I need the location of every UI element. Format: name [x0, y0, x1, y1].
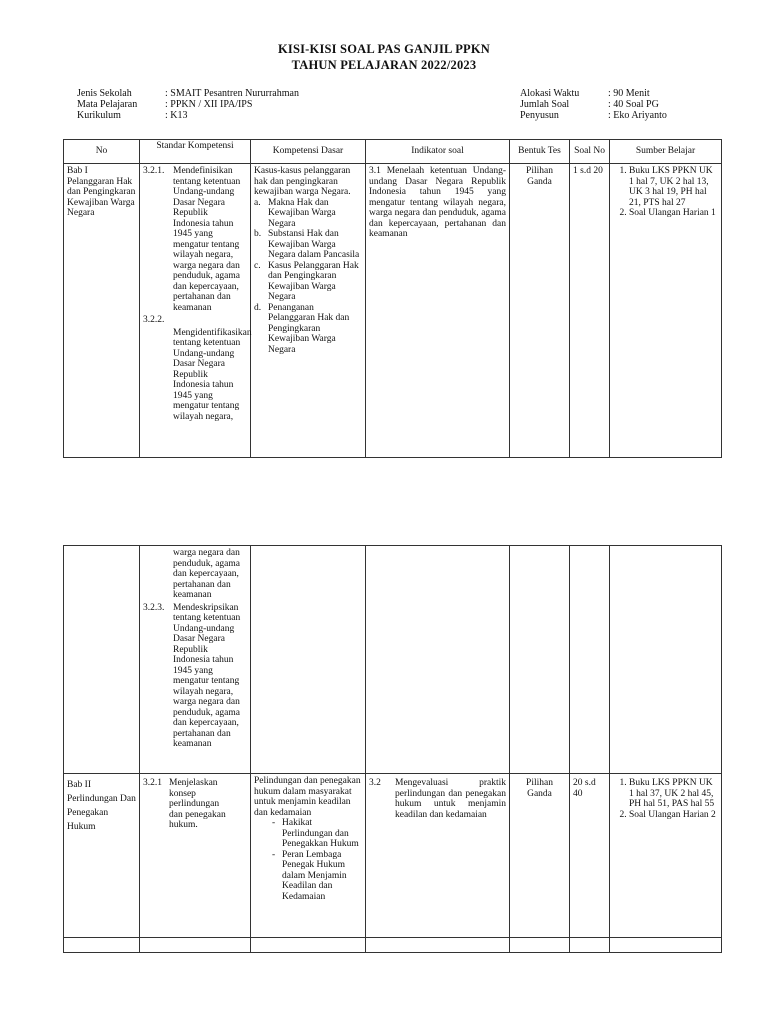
kd-item — [254, 303, 362, 356]
indikator-text: Mengevaluasi praktik perlindungan dan penegakan hukum untuk menjamin keadilan dan kedamaian — [395, 778, 506, 820]
meta-label: Alokasi Waktu — [520, 88, 580, 99]
sk-item-3-2-1 — [143, 778, 247, 831]
cell-empty — [251, 546, 366, 774]
cell-bab-1-bentuk-tes: Pilihan Ganda — [510, 164, 570, 458]
kd-item-text: Kasus Pelanggaran Hak dan Pengingkaran Kewajiban Warga Negara — [268, 260, 359, 302]
cell-empty — [251, 938, 366, 953]
cell-bab-2-sumber — [610, 774, 722, 938]
sk-number: 3.2.1 — [143, 778, 162, 788]
indikator-item — [369, 778, 506, 820]
sumber-item: 2. Soal Ulangan Harian 1 — [629, 208, 718, 219]
sumber-list — [613, 166, 718, 219]
cell-bab-2-sk — [140, 774, 251, 938]
kd-list — [254, 198, 362, 356]
header-standar-kompetensi: Standar Kompetensi — [140, 140, 251, 164]
kisi-kisi-table-page-1 — [63, 139, 722, 458]
meta-value: : SMAIT Pesantren Nururrahman — [165, 88, 299, 99]
meta-label: Mata Pelajaran — [77, 99, 138, 110]
meta-value: : 40 Soal PG — [608, 99, 659, 110]
meta-value: : Eko Ariyanto — [608, 110, 667, 121]
meta-right — [520, 88, 667, 121]
document-subtitle: TAHUN PELAJARAN 2022/2023 — [291, 58, 477, 72]
header-soal-no: Soal No — [570, 140, 610, 164]
cell-empty — [570, 938, 610, 953]
sk-text: Menjelaskan konsep perlindungan dan penegakan hukum. — [169, 778, 226, 830]
table-row-bab-1 — [64, 164, 722, 458]
kd-item: - Peran Lembaga Penegak Hukum dalam Menjamin Keadilan dan Kedamaian — [272, 850, 362, 903]
cell-empty — [510, 546, 570, 774]
cell-bab-1-no: Bab I Pelanggaran Hak dan Pengingkaran Kewajiban Warga Negara — [64, 164, 140, 458]
cell-bab-1-sk-continued — [140, 546, 251, 774]
cell-bab-1-indikator: 3.1 Menelaah ketentuan Undang-undang Dasar Negara Republik Indonesia tahun 1945 yang mengatur tentang wilayah negara, warga negara dan penduduk, agama dan kepercayaan, pertahanan dan keamanan — [366, 164, 510, 458]
meta-row-jenis-sekolah — [77, 88, 299, 99]
sk-number: 3.2.1. — [143, 166, 165, 176]
table-row-empty — [64, 938, 722, 953]
kd-item — [254, 229, 362, 261]
header-indikator-soal: Indikator soal — [366, 140, 510, 164]
cell-empty — [610, 546, 722, 774]
table-row-bab-2 — [64, 774, 722, 938]
cell-bab-2-no: Bab II Perlindungan Dan Penegakan Hukum — [64, 774, 140, 938]
meta-value: : K13 — [165, 110, 188, 121]
cell-empty — [366, 938, 510, 953]
kd-letter: b. — [254, 229, 262, 239]
meta-left — [77, 88, 299, 121]
meta-value: : 90 Menit — [608, 88, 650, 99]
kd-intro: Kasus-kasus pelanggaran hak dan pengingkaran kewajiban warga Negara. — [254, 166, 351, 197]
kisi-kisi-table-page-2 — [63, 545, 722, 953]
meta-value: : PPKN / XII IPA/IPS — [165, 99, 253, 110]
meta-row-jumlah-soal — [520, 99, 667, 110]
cell-bab-1-sumber — [610, 164, 722, 458]
table-row-bab-1-continued — [64, 546, 722, 774]
kd-letter: a. — [254, 197, 261, 208]
header-bentuk-tes: Bentuk Tes — [510, 140, 570, 164]
cell-empty — [610, 938, 722, 953]
meta-row-kurikulum — [77, 110, 299, 121]
meta-label: Jumlah Soal — [520, 99, 570, 110]
header-sumber-belajar: Sumber Belajar — [610, 140, 722, 164]
cell-bab-2-kd — [251, 774, 366, 938]
cell-empty — [64, 546, 140, 774]
cell-bab-2-soal-no: 20 s.d 40 — [570, 774, 610, 938]
sk-text: warga negara dan penduduk, agama dan kepercayaan, pertahanan dan keamanan — [173, 548, 241, 600]
kd-item-text: Penanganan Pelanggaran Hak dan Pengingkaran Kewajiban Warga Negara — [268, 302, 350, 355]
cell-empty — [140, 938, 251, 953]
header-no: No — [64, 140, 140, 164]
meta-row-alokasi-waktu — [520, 88, 667, 99]
sumber-item: 1. Buku LKS PPKN UK 1 hal 37, UK 2 hal 45, PH hal 51, PAS hal 55 — [629, 778, 718, 810]
header-kompetensi-dasar: Kompetensi Dasar — [251, 140, 366, 164]
cell-bab-1-sk — [140, 164, 251, 458]
meta-label: Jenis Sekolah — [77, 88, 132, 99]
kd-item-text: Makna Hak dan Kewajiban Warga Negara — [268, 197, 336, 229]
kd-letter: d. — [254, 302, 262, 313]
sk-number: 3.2.3. — [143, 602, 165, 613]
kd-item — [254, 198, 362, 230]
cell-empty — [570, 546, 610, 774]
meta-row-mata-pelajaran — [77, 99, 299, 110]
document-title: KISI-KISI SOAL PAS GANJIL PPKN — [277, 42, 491, 56]
cell-bab-2-bentuk-tes: Pilihan Ganda — [510, 774, 570, 938]
meta-label: Kurikulum — [77, 110, 121, 121]
sumber-item: 1. Buku LKS PPKN UK 1 hal 7, UK 2 hal 13, UK 3 hal 19, PH hal 21, PTS hal 27 — [629, 166, 718, 208]
sk-text: Mengidentifikasikan tentang ketentuan Undang-undang Dasar Negara Republik Indonesia tahun 1945 yang mengatur tentang wilayah negara, — [173, 327, 252, 422]
kd-letter: c. — [254, 260, 261, 271]
cell-empty — [510, 938, 570, 953]
kd-item — [254, 261, 362, 303]
meta-label: Penyusun — [520, 110, 559, 121]
sumber-item: 2. Soal Ulangan Harian 2 — [629, 810, 718, 821]
sk-item-3-2-1 — [143, 166, 247, 313]
sk-text: Mendeskripsikan tentang ketentuan Undang-undang Dasar Negara Republik Indonesia tahun 1945 yang mengatur tentang wilayah negara, warga negara dan penduduk, agama dan kepercayaan, pertahanan dan keamanan — [173, 602, 241, 749]
cell-empty — [64, 938, 140, 953]
sk-number: 3.2.2. — [143, 315, 165, 325]
cell-empty — [366, 546, 510, 774]
indikator-number: 3.2 — [369, 778, 381, 788]
sk-item-3-2-3 — [143, 603, 247, 750]
kd-list — [254, 818, 362, 902]
sumber-list — [613, 778, 718, 820]
sk-text: Mendefinisikan tentang ketentuan Undang-undang Dasar Negara Republik Indonesia tahun 1945 yang mengatur tentang wilayah negara, warga negara dan penduduk, agama dan kepercayaan, pertahanan dan keamanan — [173, 166, 241, 313]
kd-intro: Pelindungan dan penegakan hukum dalam masyarakat untuk menjamin keadilan dan kedamaian — [254, 776, 361, 818]
cell-bab-2-indikator — [366, 774, 510, 938]
cell-bab-1-soal-no: 1 s.d 20 — [570, 164, 610, 458]
kd-item: - Hakikat Perlindungan dan Penegakkan Hukum — [272, 818, 362, 850]
cell-bab-1-kd — [251, 164, 366, 458]
meta-row-penyusun — [520, 110, 667, 121]
table-header-row — [64, 140, 722, 164]
kd-item-text: Substansi Hak dan Kewajiban Warga Negara dalam Pancasila — [268, 229, 360, 260]
